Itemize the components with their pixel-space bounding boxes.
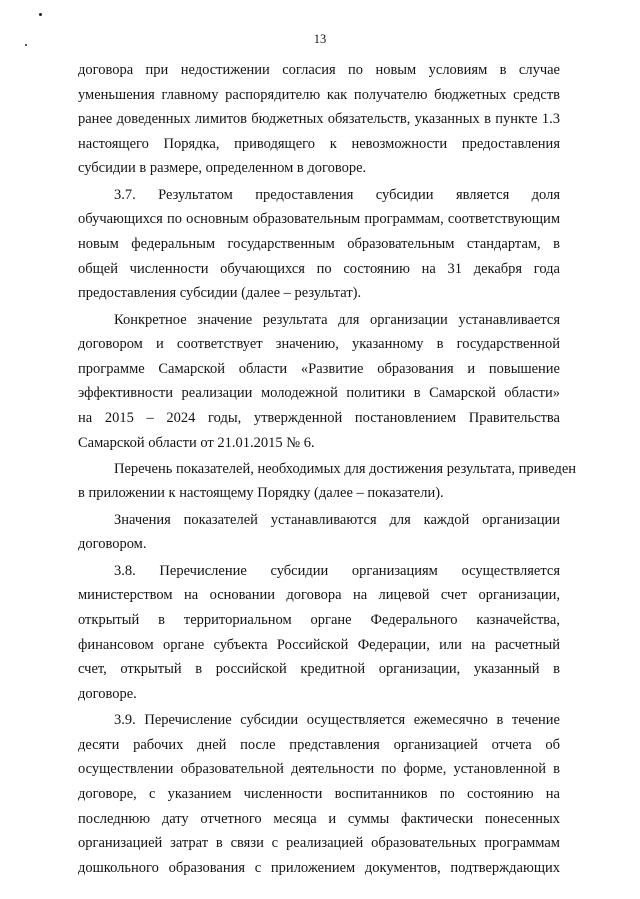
text-line: дошкольного образования с приложением документов, подтверждающих (78, 859, 560, 876)
text-line: эффективности реализации молодежной политики в Самарской области» (78, 385, 560, 402)
text-line: на 2015 – 2024 годы, утвержденной постановлением Правительства (78, 409, 560, 426)
text-line: настоящего Порядка, приводящего к невозможности предоставления (78, 135, 560, 152)
text-line: счет, открытый в российской кредитной организации, указанный в (78, 661, 560, 678)
text-line: в приложении к настоящему Порядку (далее – показатели). (78, 485, 444, 502)
text-line: 3.7. Результатом предоставления субсидии является доля (114, 186, 560, 203)
text-line: организацией затрат в связи с реализацией образовательных программам (78, 835, 560, 852)
text-line: 3.9. Перечисление субсидии осуществляется ежемесячно в течение (114, 712, 560, 729)
text-line: Перечень показателей, необходимых для достижения результата, приведен (114, 460, 577, 477)
text-line: десяти рабочих дней после представления организацией отчета об (78, 736, 560, 753)
text-line: обучающихся по основным образовательным программам, соответствующим (78, 211, 560, 228)
text-line: договоре, с указанием численности воспитанников по состоянию на (78, 786, 560, 802)
text-line: Значения показателей устанавливаются для каждой организации (114, 511, 560, 528)
text-line: договором и соответствует значению, указанному в государственной (78, 336, 560, 353)
text-line: уменьшения главному распорядителю как получателю бюджетных средств (78, 86, 560, 103)
text-line: договоре. (78, 685, 137, 702)
text-line: предоставления субсидии (далее – результат). (78, 285, 362, 302)
text-line: осуществлении образовательной деятельности по форме, установленной в (78, 761, 560, 778)
text-line: общей численности обучающихся по состоянию на 31 декабря года (78, 260, 560, 277)
scan-speck (39, 13, 42, 16)
body-text (78, 58, 577, 880)
page-number: 13 (313, 32, 327, 46)
text-line: ранее доведенных лимитов бюджетных обязательств, указанных в пункте 1.3 (78, 111, 560, 128)
text-line: последнюю дату отчетного месяца и суммы фактически понесенных (78, 810, 560, 827)
text-line: финансовом органе субъекта Российской Федерации, или на расчетный (78, 636, 560, 653)
text-line: новым федеральным государственным образовательным стандартам, в (78, 235, 560, 252)
text-line: Самарской области от 21.01.2015 № 6. (78, 434, 315, 451)
text-line: Конкретное значение результата для организации устанавливается (114, 311, 560, 328)
text-line: министерством на основании договора на лицевой счет организации, (78, 587, 560, 604)
text-line: договора при недостижении согласия по новым условиям в случае (78, 62, 560, 78)
text-line: договором. (78, 536, 147, 553)
text-line: программе Самарской области «Развитие образования и повышение (78, 360, 560, 377)
text-line: 3.8. Перечисление субсидии организациям осуществляется (114, 562, 560, 579)
text-line: субсидии в размере, определенном в договоре. (78, 160, 367, 177)
text-line: открытый в территориальном органе Федерального казначейства, (78, 612, 560, 629)
